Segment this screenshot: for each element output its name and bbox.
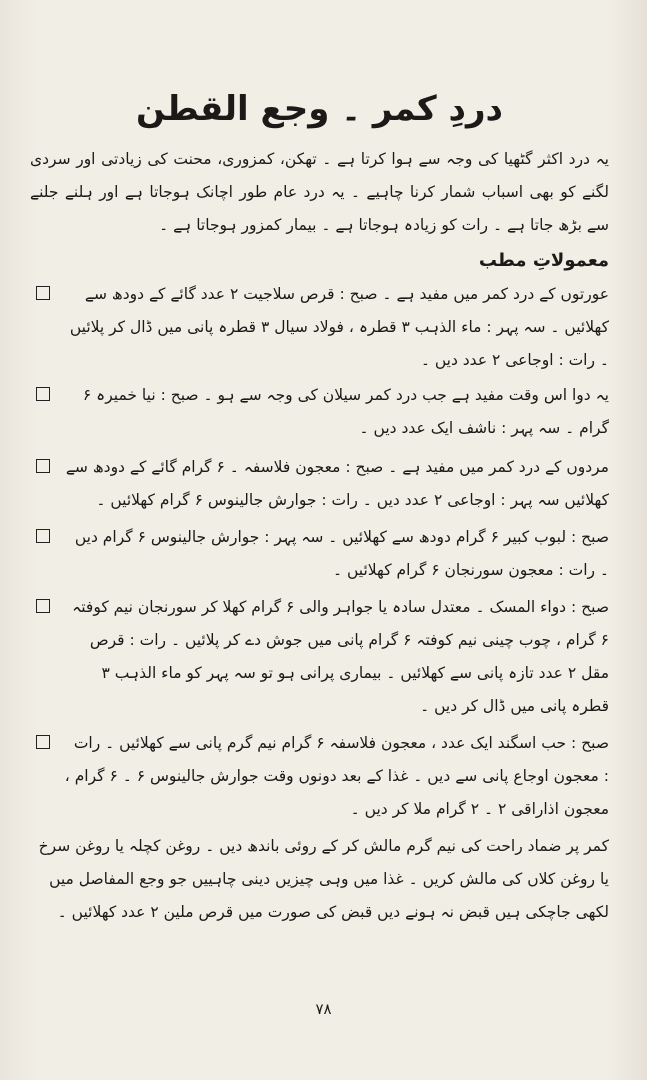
checkbox-icon[interactable] [36,459,50,473]
prescription-item-1 [30,278,609,377]
prescription-text: صبح : حب اسگند ایک عدد ، معجون فلاسفہ ۶ گرام نیم گرم پانی سے کھلائیں ۔ رات : معجون اوجاع پانی سے دیں ۔ غذا کے بعد دونوں وقت جوارش جالینوس ۶ ۔ ۶ گرام ، معجون اذاراقی ۲ ۔ ۲ گرام ملا کر دیں ۔ [64,734,609,818]
prescription-text: صبح : لبوب کبیر ۶ گرام دودھ سے کھلائیں ۔ سہ پہر : جوارش جالینوس ۶ گرام دیں ۔ رات : معجون سورنجان ۶ گرام کھلائیں ۔ [74,528,609,579]
checkbox-icon[interactable] [36,286,50,300]
checkbox-icon[interactable] [36,529,50,543]
checkbox-icon[interactable] [36,735,50,749]
section-heading: معمولاتِ مطب [478,250,609,271]
closing-paragraph: کمر پر ضماد راحت کی نیم گرم مالش کر کے روئی باندھ دیں ۔ روغن کچلہ یا روغن سرخ یا روغن کلاں کی مالش کریں ۔ غذا میں وہی چیزیں دینی چاہییں جو وجع المفاصل میں لکھی جاچکی ہیں قبض نہ ہونے دیں قبض کی صورت میں قرص ملین ۲ عدد کھلائیں ۔ [38,837,609,921]
prescription-text: صبح : دواء المسک ۔ معتدل سادہ یا جواہر والی ۶ گرام کھلا کر سورنجان نیم کوفتہ ۶ گرام ، چوب چینی نیم کوفتہ ۶ گرام پانی میں جوش دے کر پلائیں ۔ رات : قرص مقل ۲ عدد تازہ پانی سے کھلائیں ۔ بیماری پرانی ہو تو سہ پہر کو ماء الذہب ۳ قطرہ پانی میں ڈال کر دیں ۔ [72,598,609,715]
page-title: دردِ کمر ۔ وجع القطن [136,89,503,129]
prescription-item-2 [30,379,609,445]
checkbox-icon[interactable] [36,387,50,401]
prescription-text: یہ دوا اس وقت مفید ہے جب درد کمر سیلان کی وجہ سے ہو ۔ صبح : نیا خمیرہ ۶ گرام ۔ سہ پہر : ناشف ایک عدد دیں ۔ [82,386,609,437]
prescription-item-3 [30,451,609,517]
page-number: ۷۸ [315,1000,332,1018]
prescription-text: عورتوں کے درد کمر میں مفید ہے ۔ صبح : قرص سلاجیت ۲ عدد گائے کے دودھ سے کھلائیں ۔ سہ پہر : ماء الذہب ۳ قطرہ ، فولاد سیال ۳ قطرہ پانی میں ڈال کر پلائیں ۔ رات : اوجاعی ۲ عدد دیں ۔ [69,285,609,369]
prescription-item-5 [30,591,609,723]
prescription-item-6 [30,727,609,826]
page-content [30,88,609,929]
checkbox-icon[interactable] [36,599,50,613]
prescription-text: مردوں کے درد کمر میں مفید ہے ۔ صبح : معجون فلاسفہ ۔ ۶ گرام گائے کے دودھ سے کھلائیں سہ پہر : اوجاعی ۲ عدد دیں ۔ رات : جوارش جالینوس ۶ گرام کھلائیں ۔ [65,458,609,509]
intro-paragraph: یہ درد اکثر گٹھیا کی وجہ سے ہوا کرتا ہے ۔ تھکن، کمزوری، محنت کی زیادتی اور سردی لگنے کو بھی اسباب شمار کرنا چاہیے ۔ یہ درد عام طور اچانک ہوجاتا ہے اور ہلنے جلنے سے بڑھ جاتا ہے ۔ رات کو زیادہ ہوجاتا ہے ۔ بیمار کمزور ہوجاتا ہے ۔ [30,150,609,234]
prescription-item-4 [30,521,609,587]
